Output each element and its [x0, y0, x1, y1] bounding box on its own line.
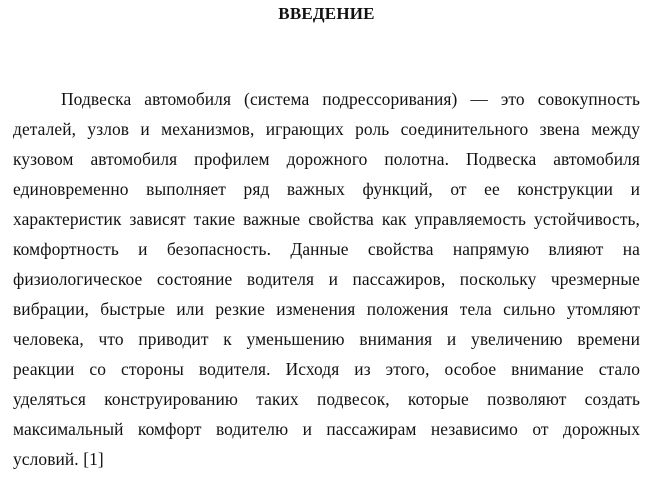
paragraph-line: максимальный комфорт водителю и пассажирам независимо от дорожных: [13, 419, 640, 439]
paragraph-line: единовременно выполняет ряд важных функций, от ее конструкции и: [13, 179, 640, 199]
paragraph-line: деталей, узлов и механизмов, играющих роль соединительного звена между: [13, 119, 640, 139]
paragraph-line: характеристик зависят такие важные свойства как управляемость устойчивость,: [13, 209, 640, 229]
paragraph-line: реакции со стороны водителя. Исходя из этого, особое внимание стало: [13, 359, 640, 379]
paragraph-line: комфортность и безопасность. Данные свойства напрямую влияют на: [13, 239, 640, 259]
paragraph-line: кузовом автомобиля профилем дорожного полотна. Подвеска автомобиля: [13, 149, 640, 169]
section-heading: ВВЕДЕНИЕ: [278, 4, 375, 23]
paragraph-line: вибрации, быстрые или резкие изменения положения тела сильно утомляют: [13, 299, 640, 319]
paragraph-line: уделяться конструированию таких подвесок, которые позволяют создать: [13, 389, 640, 409]
body-paragraph: [13, 84, 640, 474]
paragraph-line: физиологическое состояние водителя и пассажиров, поскольку чрезмерные: [13, 269, 640, 289]
paragraph-line: человека, что приводит к уменьшению внимания и увеличению времени: [13, 329, 640, 349]
paragraph-line: условий. [1]: [13, 449, 104, 469]
paragraph-line: Подвеска автомобиля (система подрессоривания) — это совокупность: [61, 89, 640, 109]
